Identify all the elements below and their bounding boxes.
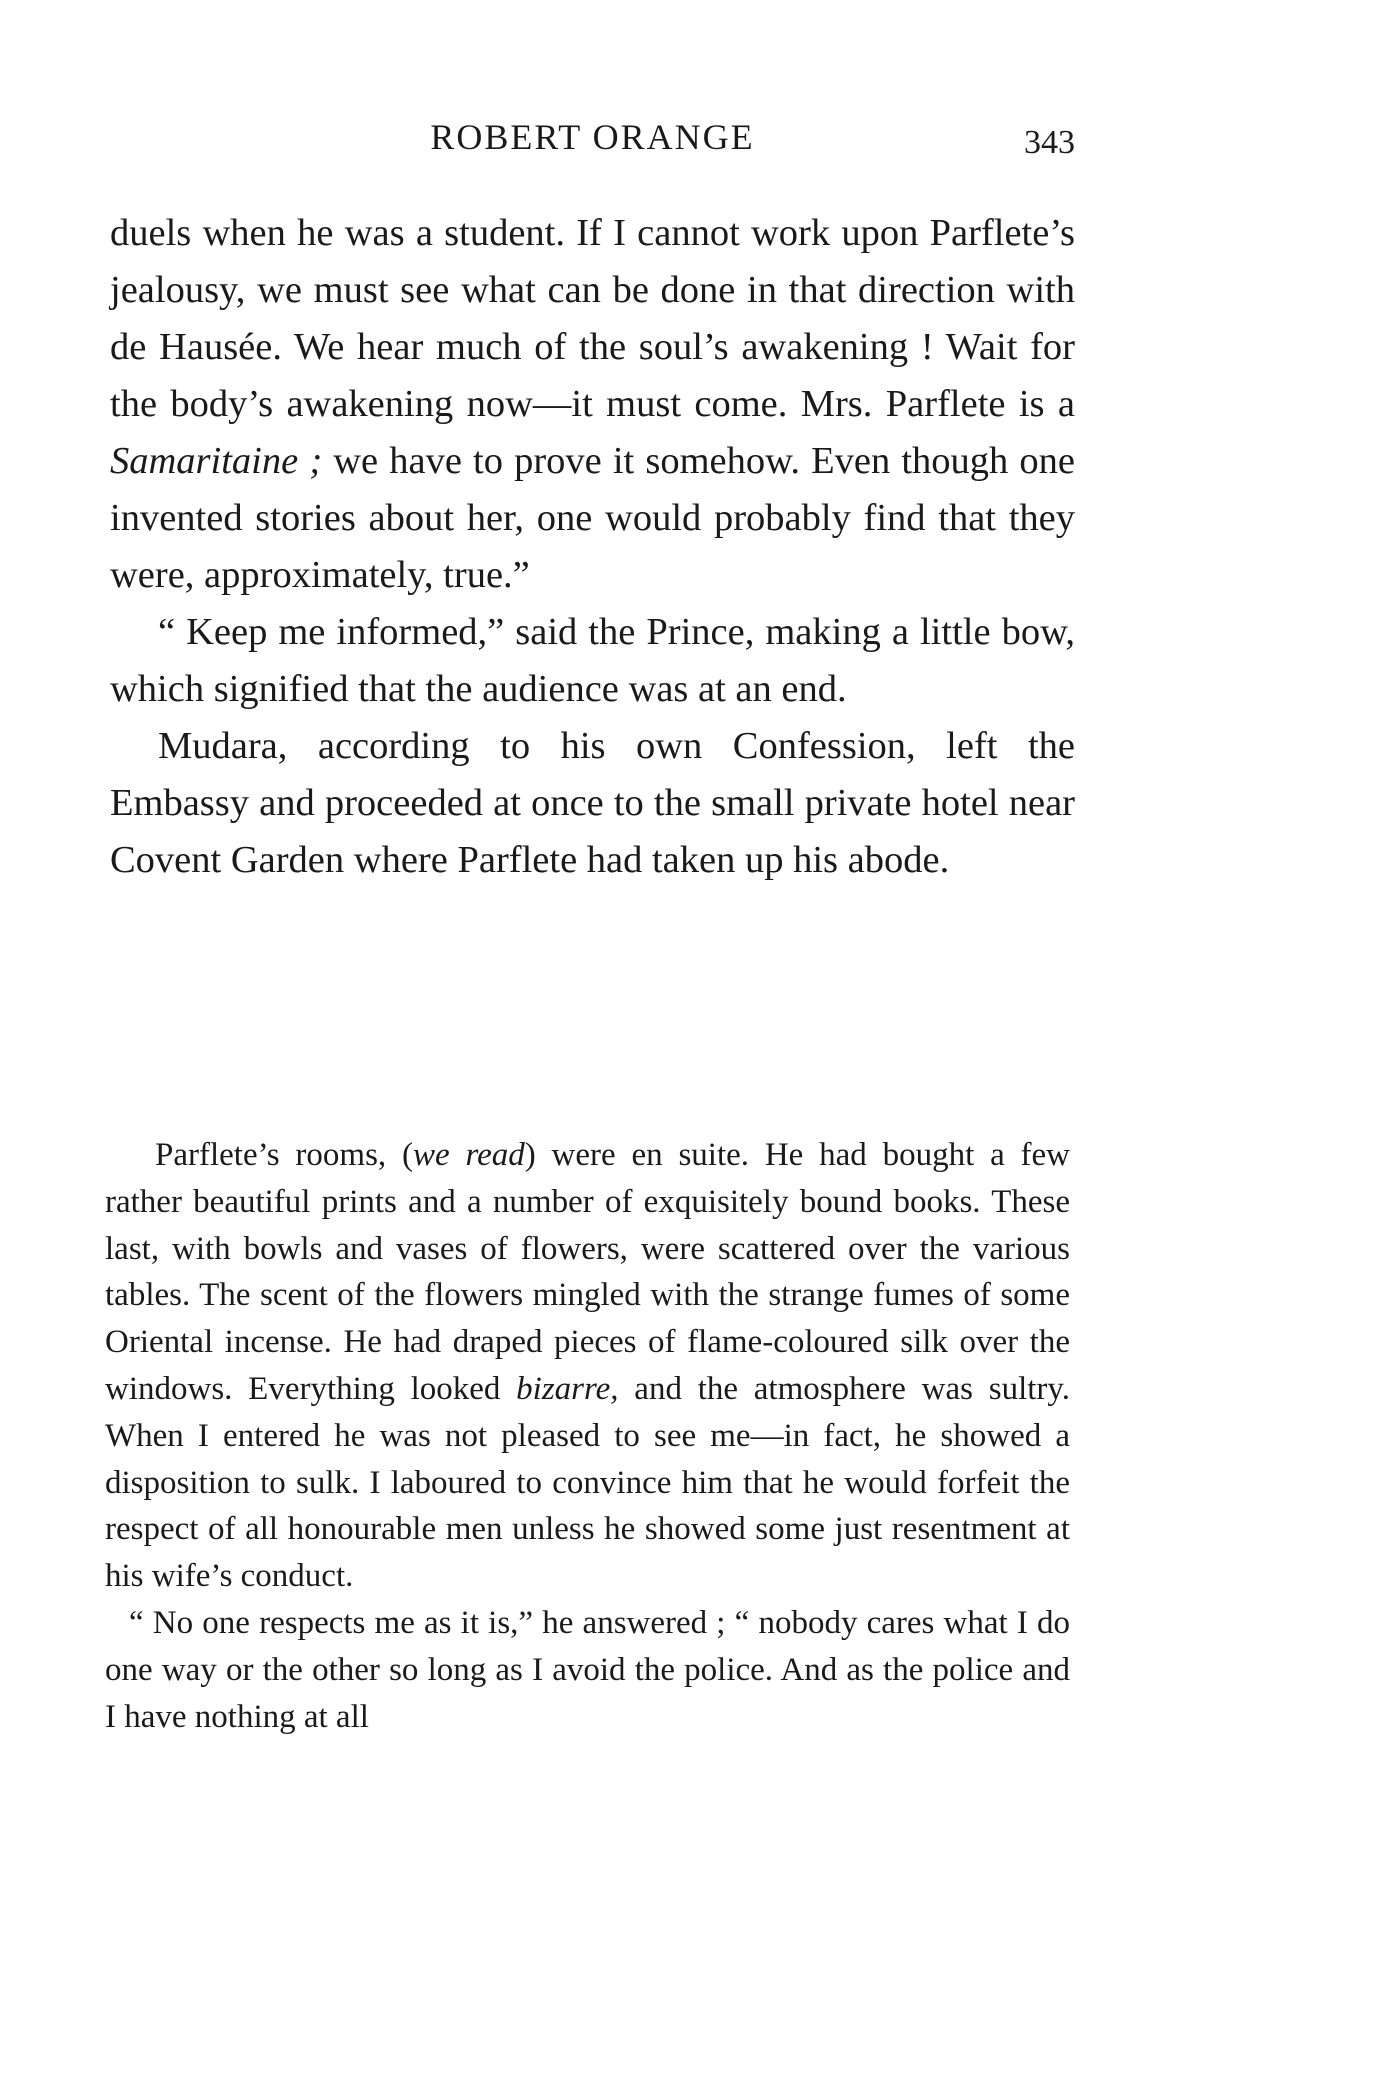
extract-p1-mid: ) were en suite. He had bought a few rather beautiful prints and a number of exquisitely bound books. These last, with bowls and vases of flowers, were scattered over the various tables. The scent of the flowers mingled with the strange fumes of some Oriental incense. He had draped pieces of flame-coloured silk over the windows. Everything looked: [105, 1137, 1070, 1407]
extract-p1-start: Parflete’s rooms, (: [155, 1137, 413, 1173]
extract-paragraph-2: “ No one respects me as it is,” he answered ; “ nobody cares what I do one way or the other so long as I avoid the police. And as the police and I have nothing at all: [105, 1604, 1070, 1735]
running-title: ROBERT ORANGE: [430, 117, 755, 157]
paragraph-2: “ Keep me informed,” said the Prince, making a little bow, which signified that the audience was at an end.: [110, 611, 1075, 710]
page-number: 343: [1024, 124, 1075, 161]
confession-extract: [105, 1132, 1070, 1740]
main-text: [110, 205, 1075, 889]
extract-paragraph-1: [105, 1132, 1070, 1600]
paragraph-1: [110, 205, 1075, 604]
paragraph-3: Mudara, according to his own Confession, left the Embassy and proceeded at once to the small private hotel near Covent Garden where Parflete had taken up his abode.: [110, 725, 1075, 881]
paragraph-1-text: duels when he was a student. If I cannot work upon Parflete’s jealousy, we must see what can be done in that direction with de Hausée. We hear much of the soul’s awakening ! Wait for the body’s awakening now—it must come. Mrs. Parflete is a: [110, 212, 1075, 425]
paragraph-1-end: we have to prove it somehow. Even though one invented stories about her, one would probably find that they were, approximately, true.”: [110, 440, 1075, 596]
running-head: [110, 110, 1075, 170]
extract-p1-italic-2: bizarre,: [516, 1370, 619, 1407]
extract-p1-end: and the atmosphere was sultry. When I entered he was not pleased to see me—in fact, he showed a disposition to sulk. I laboured to convince him that he would forfeit the respect of all honourable men unless he showed some just resentment at his wife’s conduct.: [105, 1370, 1071, 1595]
extract-p1-italic: we read: [413, 1137, 525, 1173]
paragraph-1-italic: Samaritaine ;: [110, 440, 323, 482]
